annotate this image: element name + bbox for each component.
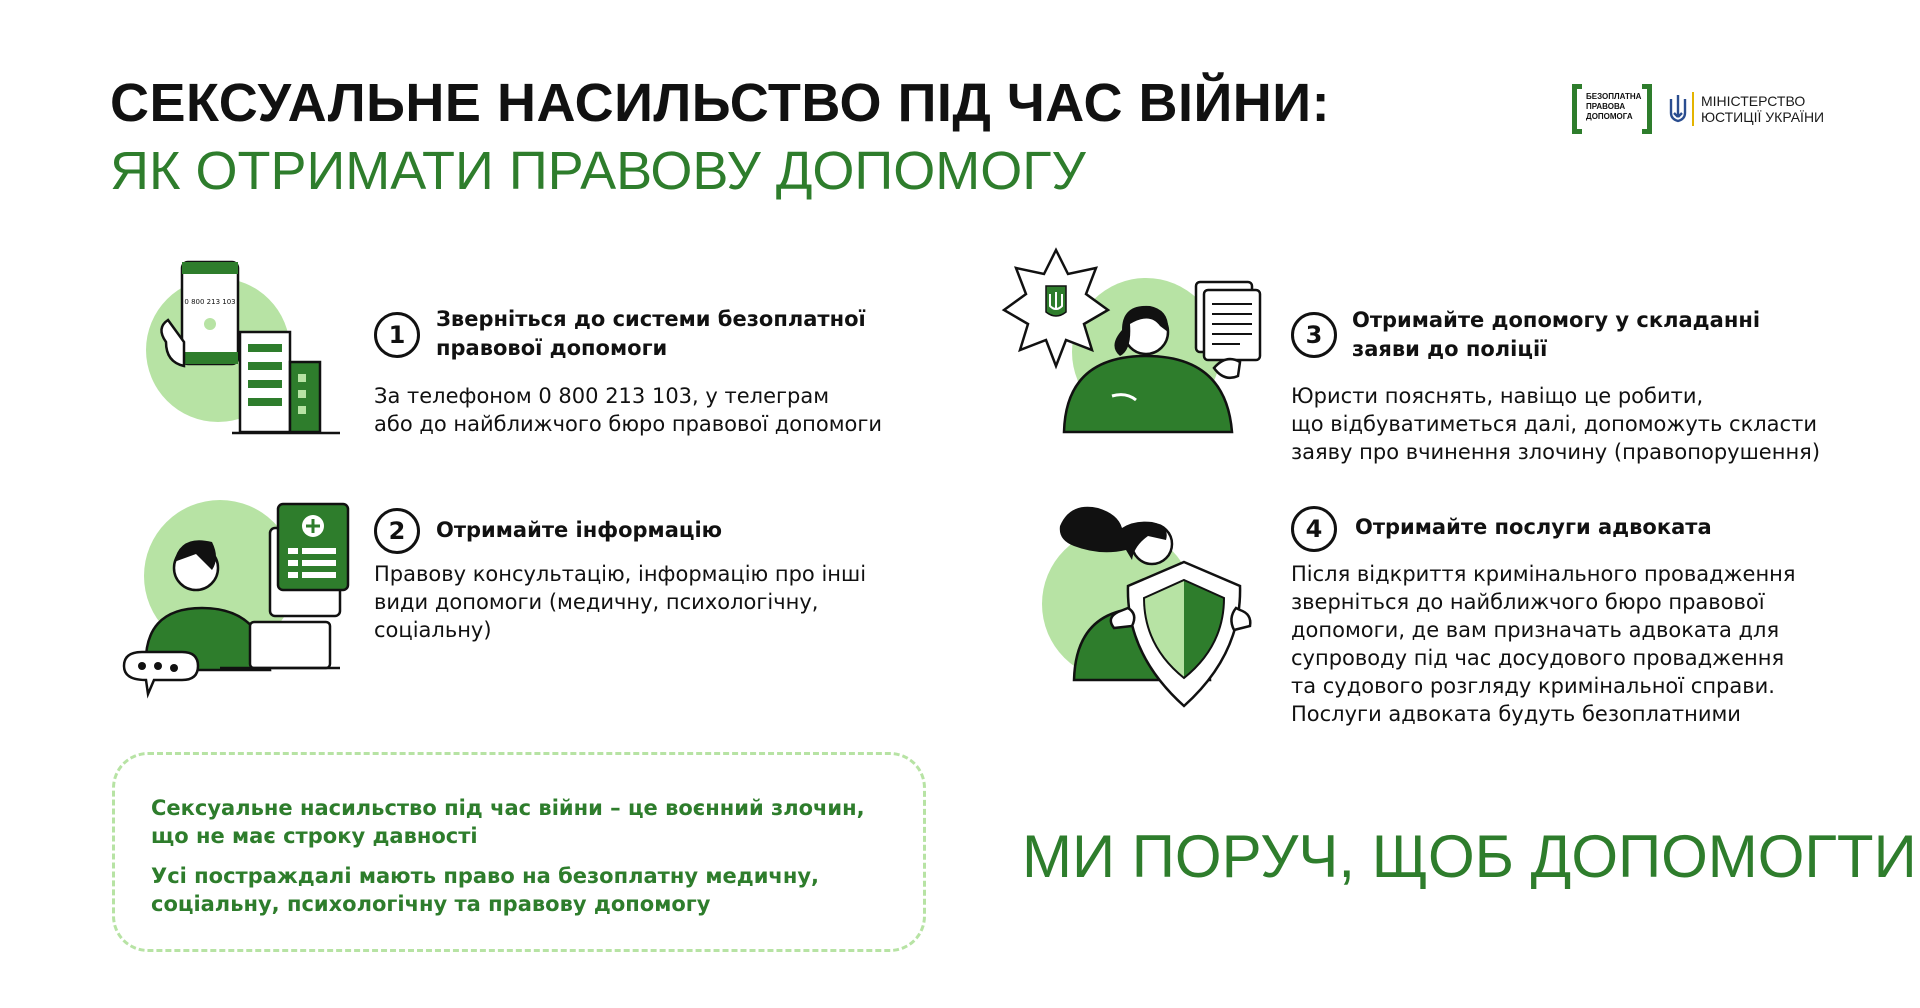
logo-ministry-line: ЮСТИЦІЇ УКРАЇНИ: [1701, 109, 1825, 125]
step-text-line: Юристи пояснять, навіщо це робити,: [1291, 384, 1704, 408]
war-crime-note: [151, 794, 911, 850]
police-document-icon: [1000, 246, 1270, 436]
step-text-line: та судового розгляду кримінальної справи.: [1291, 674, 1775, 698]
step-title-line: Отримайте послуги адвоката: [1355, 515, 1712, 539]
step-text-line: допомоги, де вам призначать адвоката для: [1291, 618, 1780, 642]
logo-bpd-line: ПРАВОВА: [1586, 102, 1626, 111]
phone-building-icon: [136, 258, 346, 438]
page-subtitle: ЯК ОТРИМАТИ ПРАВОВУ ДОПОМОГУ: [110, 141, 1086, 201]
step-text-line: Послуги адвоката будуть безоплатними: [1291, 702, 1741, 726]
note-line: що не має строку давності: [151, 824, 478, 848]
step-1-description: [374, 382, 882, 438]
logo-ministry-line: МІНІСТЕРСТВО: [1701, 93, 1806, 109]
step-text-line: супроводу під час досудового провадження: [1291, 646, 1785, 670]
logo-bpd-line: БЕЗОПЛАТНА: [1586, 92, 1642, 101]
rights-note: [151, 862, 911, 918]
step-title-line: правової допомоги: [436, 336, 668, 360]
slogan: МИ ПОРУЧ, ЩОБ ДОПОМОГТИ: [1022, 823, 1917, 890]
ministry-of-justice-logo: [1668, 86, 1824, 132]
step-4-description: [1291, 560, 1796, 728]
note-line: Усі постраждалі мають право на безоплатну медичну,: [151, 864, 820, 888]
step-text-line: що відбуватиметься далі, допоможуть скласти: [1291, 412, 1817, 436]
step-1-number: 1: [374, 312, 420, 358]
page-title: СЕКСУАЛЬНЕ НАСИЛЬСТВО ПІД ЧАС ВІЙНИ:: [110, 73, 1331, 133]
lawyer-shield-icon: [1034, 500, 1274, 710]
phone-screen-number: 0 800 213 103: [184, 298, 236, 306]
note-line: соціальну, психологічну та правову допомогу: [151, 892, 711, 916]
step-title-line: Отримайте інформацію: [436, 518, 723, 542]
step-2-description: [374, 560, 866, 644]
step-text-line: Правову консультацію, інформацію про інші: [374, 562, 867, 586]
step-title-line: заяви до поліції: [1352, 337, 1548, 361]
trident-icon: [1668, 93, 1688, 125]
step-text-line: соціальну): [374, 618, 492, 642]
step-text-line: зверніться до найближчого бюро правової: [1291, 590, 1765, 614]
step-text-line: види допомоги (медичну, психологічну,: [374, 590, 819, 614]
step-text-line: заяву про вчинення злочину (правопорушення): [1291, 440, 1821, 464]
step-1-title: [436, 305, 866, 363]
war-crime-note-box: [112, 752, 926, 952]
step-text-line: За телефоном 0 800 213 103, у телеграм: [374, 384, 830, 408]
logo-bpd-line: ДОПОМОГА: [1586, 112, 1633, 121]
note-line: Сексуальне насильство під час війни – це воєнний злочин,: [151, 796, 865, 820]
step-text-line: Після відкриття кримінального провадження: [1291, 562, 1796, 586]
step-title-line: Зверніться до системи безоплатної: [436, 307, 866, 331]
step-4-number: 4: [1291, 506, 1337, 552]
free-legal-aid-logo: [1572, 84, 1652, 134]
step-2-number: 2: [374, 508, 420, 554]
consultation-laptop-icon: [120, 498, 350, 712]
step-3-description: [1291, 382, 1820, 466]
step-4-title: [1355, 513, 1712, 542]
step-3-title: [1352, 306, 1760, 364]
step-title-line: Отримайте допомогу у складанні: [1352, 308, 1761, 332]
step-text-line: або до найближчого бюро правової допомоги: [374, 412, 883, 436]
step-2-title: [436, 516, 722, 545]
step-3-number: 3: [1291, 312, 1337, 358]
